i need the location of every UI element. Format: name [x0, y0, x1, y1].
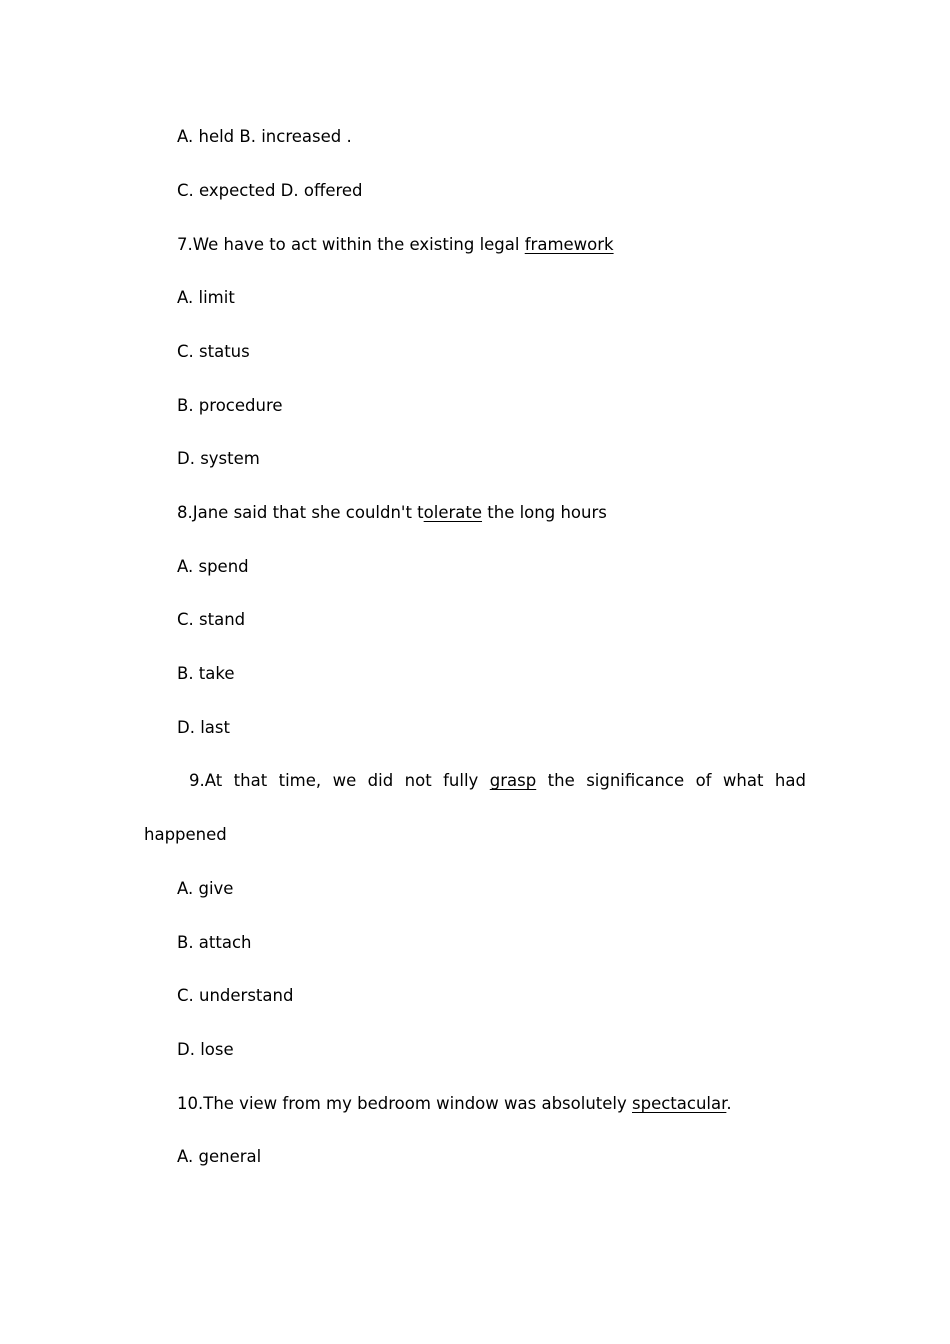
question-text: 7.We have to act within the existing legal — [177, 235, 525, 254]
option-line: A. general — [177, 1147, 262, 1166]
option-line: D. system — [177, 449, 260, 468]
option-line: B. attach — [177, 933, 252, 952]
question-9-continuation: happened — [144, 825, 227, 844]
option-line: D. last — [177, 718, 230, 737]
question-9 — [189, 771, 806, 791]
word: fully — [443, 771, 479, 790]
word: the — [547, 771, 575, 790]
word: that — [233, 771, 268, 790]
question-10 — [177, 1094, 732, 1114]
option-line: A. spend — [177, 557, 249, 576]
word: we — [332, 771, 357, 790]
option-line: C. status — [177, 342, 250, 361]
word: time, — [278, 771, 322, 790]
question-7 — [177, 235, 614, 255]
question-text-end: the long hours — [482, 503, 607, 522]
word: 9.At — [189, 771, 223, 790]
underlined-word: grasp — [489, 771, 537, 790]
option-line: A. give — [177, 879, 234, 898]
option-line: A. limit — [177, 288, 235, 307]
word: had — [774, 771, 806, 790]
word: of — [695, 771, 712, 790]
underlined-word: olerate — [423, 503, 483, 522]
option-line: D. lose — [177, 1040, 234, 1059]
option-line: C. expected D. offered — [177, 181, 363, 200]
option-line: C. stand — [177, 610, 246, 629]
option-line: A. held B. increased . — [177, 127, 352, 146]
option-line: C. understand — [177, 986, 294, 1005]
question-text-end: . — [726, 1094, 732, 1113]
option-line: B. procedure — [177, 396, 283, 415]
underlined-word: spectacular — [632, 1094, 727, 1113]
question-text: 10.The view from my bedroom window was absolutely — [177, 1094, 632, 1113]
option-line: B. take — [177, 664, 235, 683]
word: not — [404, 771, 432, 790]
word: significance — [586, 771, 685, 790]
word: what — [722, 771, 764, 790]
question-8 — [177, 503, 607, 523]
underlined-word: framework — [524, 235, 614, 254]
word: did — [367, 771, 394, 790]
question-text: 8.Jane said that she couldn't t — [177, 503, 424, 522]
